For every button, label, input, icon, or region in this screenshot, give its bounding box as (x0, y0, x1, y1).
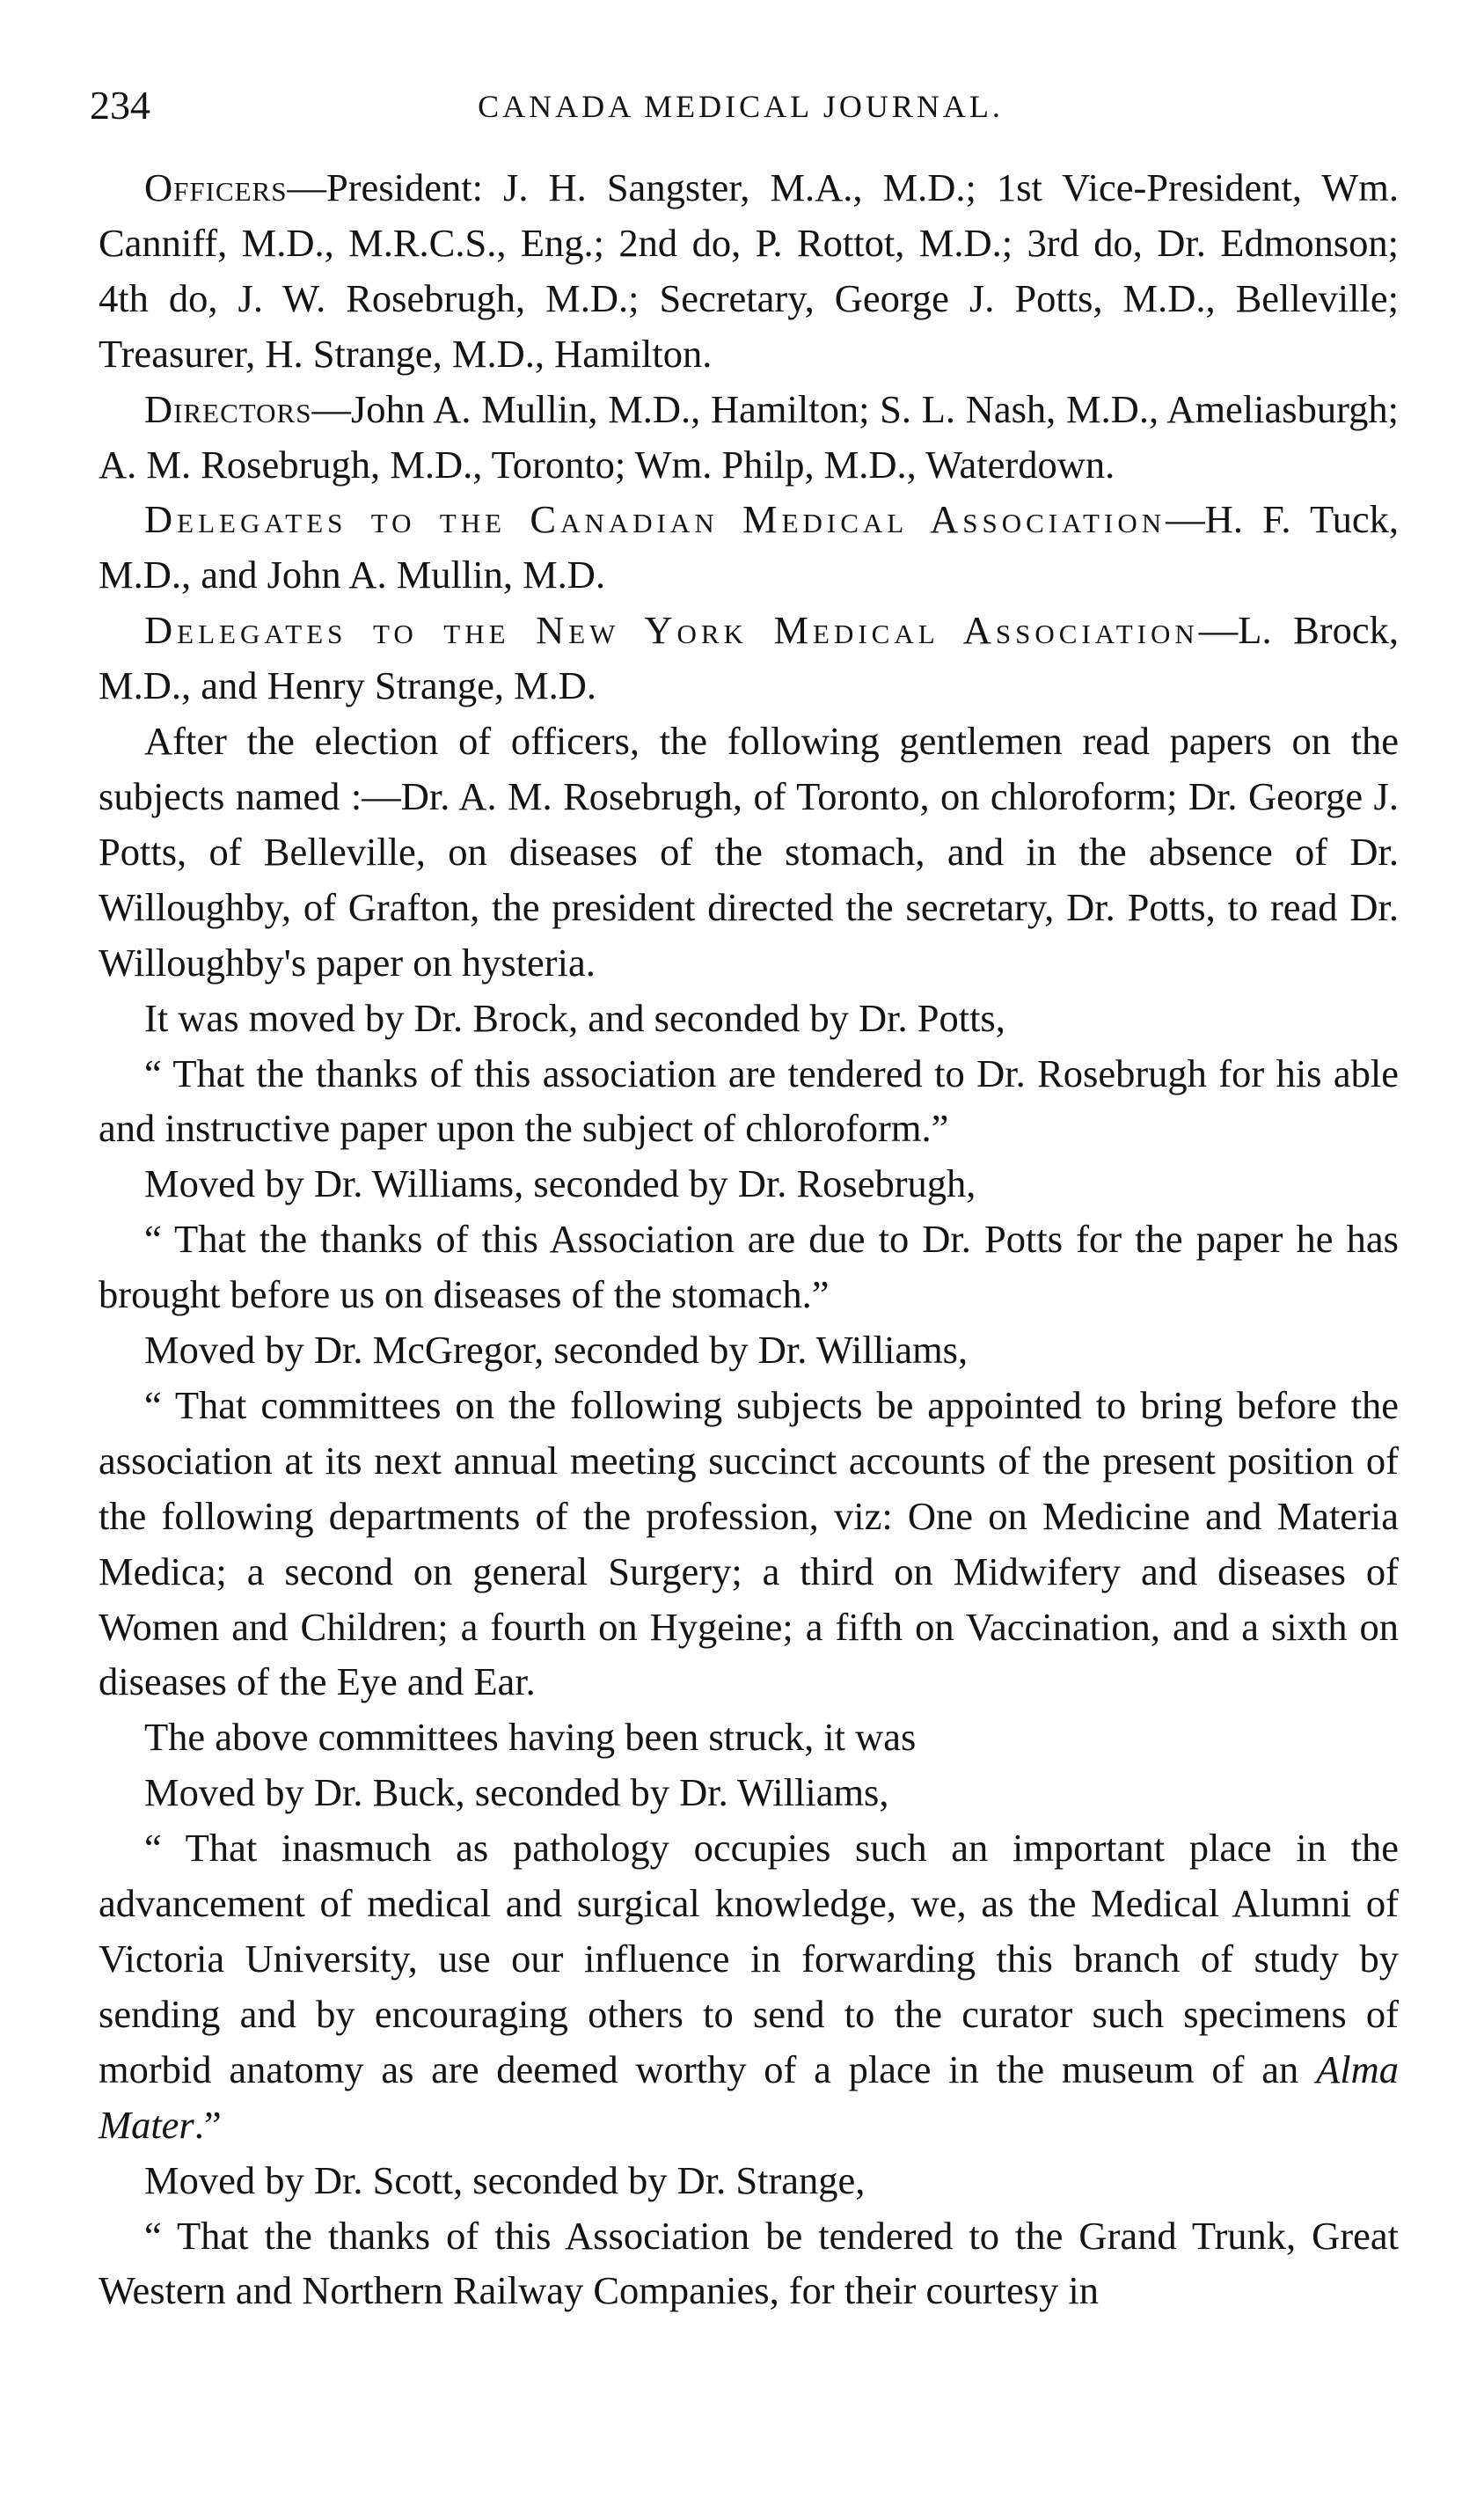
motion-2-intro: Moved by Dr. Williams, seconded by Dr. Rosebrugh, (144, 1161, 976, 1206)
delegates-newyork-heading: Delegates to the New York Medical Association (144, 608, 1199, 653)
motion-2-text: “ That the thanks of this Association are due to Dr. Potts for the paper he has brought before us on diseases of the stomach.” (99, 1217, 1399, 1317)
officers-text: —President: J. H. Sangster, M.A., M.D.; 1st Vice-President, Wm. Canniff, M.D., M.R.C.S., Eng.; 2nd do, P. Rottot, M.D.; 3rd do, Dr. Edmonson; 4th do, J. W. Rosebrugh, M.D.; Secretary, George J. Potts, M.D., Belleville; Treasurer, H. Strange, M.D., Hamilton. (99, 165, 1399, 376)
directors-paragraph (99, 382, 1399, 493)
directors-text: —John A. Mullin, M.D., Hamilton; S. L. Nash, M.D., Ameliasburgh; A. M. Rosebrugh, M.D., Toronto; Wm. Philp, M.D., Waterdown. (99, 386, 1399, 487)
motion-4-text-a: “ That inasmuch as pathology occupies such an important place in the advancement of medical and surgical knowledge, we, as the Medical Alumni of Victoria University, use our influence in forwarding this branch of study by sending and by encouraging others to send to the curator such specimens of morbid anatomy as are deemed worthy of a place in the museum of an (99, 1826, 1399, 2091)
officers-paragraph (99, 160, 1399, 382)
running-head (90, 79, 1392, 132)
motion-1-text: “ That the thanks of this association are tendered to Dr. Rosebrugh for his able and instructive paper upon the subject of chloroform.” (99, 1051, 1399, 1151)
motion-4-text-b: .” (194, 2102, 222, 2147)
papers-paragraph: After the election of officers, the following gentlemen read papers on the subjects named :—Dr. A. M. Rosebrugh, of Toronto, on chloroform; Dr. George J. Potts, of Belleville, on diseases of the stomach, and in the absence of Dr. Willoughby, of Grafton, the president directed the secretary, Dr. Potts, to read Dr. Willoughby's paper on hysteria. (99, 719, 1399, 985)
motion-1-intro: It was moved by Dr. Brock, and seconded by Dr. Potts, (144, 995, 1005, 1040)
motion-4-intro: Moved by Dr. Buck, seconded by Dr. Williams, (144, 1770, 889, 1815)
motion-3-intro: Moved by Dr. McGregor, seconded by Dr. Williams, (144, 1328, 969, 1373)
directors-heading: Directors (144, 386, 312, 431)
article-body (99, 160, 1399, 2318)
delegates-newyork-text: —L. Brock, M.D., and Henry Strange, M.D. (99, 608, 1400, 708)
alma-mater-italic: Alma Mater (99, 2047, 1399, 2147)
officers-heading: Officers (144, 165, 288, 209)
motion-5-text: “ That the thanks of this Association be tendered to the Grand Trunk, Great Western and Northern Railway Companies, for their courtesy in (99, 2213, 1399, 2313)
delegates-newyork-paragraph (99, 603, 1399, 714)
delegates-canadian-text: —H. F. Tuck, M.D., and John A. Mullin, M.D. (99, 497, 1399, 597)
committees-paragraph: The above committees having been struck, it was (144, 1715, 917, 1760)
motion-3-text: “ That committees on the following subjects be appointed to bring before the association at its next annual meeting succinct accounts of the present position of the following departments of the profession, viz: One on Medicine and Materia Medica; a second on general Surgery; a third on Midwifery and diseases of Women and Children; a fourth on Hygeine; a fifth on Vaccination, and a sixth on diseases of the Eye and Ear. (99, 1382, 1399, 1704)
motion-4-text (99, 1820, 1399, 2152)
delegates-canadian-heading: Delegates to the Canadian Medical Association (144, 497, 1166, 542)
page-number: 234 (90, 83, 150, 128)
journal-title: CANADA MEDICAL JOURNAL. (478, 89, 1004, 124)
motion-5-intro: Moved by Dr. Scott, seconded by Dr. Strange, (144, 2157, 866, 2202)
delegates-canadian-paragraph (99, 492, 1399, 603)
